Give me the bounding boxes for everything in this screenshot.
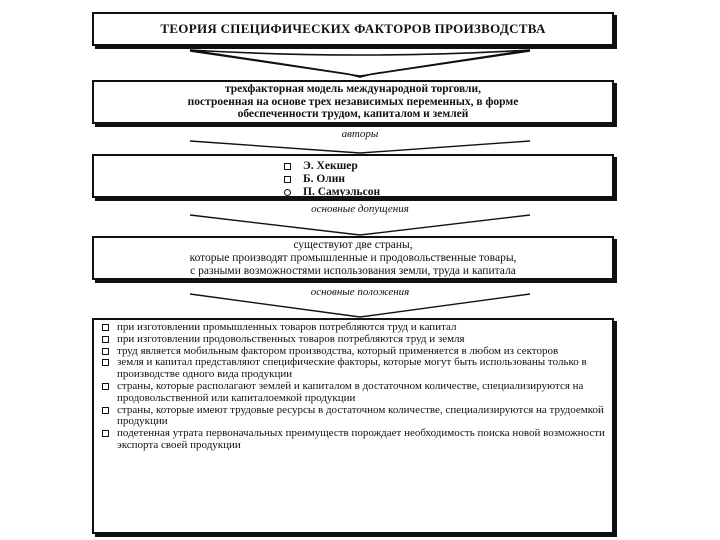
provisions-box [92, 318, 614, 534]
diagram-title: ТЕОРИЯ СПЕЦИФИЧЕСКИХ ФАКТОРОВ ПРОИЗВОДСТВА [160, 21, 546, 36]
list-item [102, 405, 606, 429]
model-line-3: обеспеченности трудом, капиталом и землей [237, 108, 469, 121]
square-bullet-icon [284, 163, 291, 170]
model-line-2: построенная на основе трех независимых переменных, в форме [187, 95, 519, 108]
provision-text: труд является мобильным фактором производства, который применяется в любом из секторов [117, 344, 559, 357]
provision-text: при изготовлении промышленных товаров потребляются труд и капитал [117, 321, 457, 333]
list-item [102, 428, 606, 452]
author-name: Б. Олин [303, 173, 346, 185]
label-provisions: основные положения [310, 286, 410, 298]
square-bullet-icon [102, 383, 109, 390]
square-bullet-icon [102, 324, 109, 331]
model-line-1: трехфакторная модель международной торговли, [224, 83, 482, 96]
list-item [102, 381, 606, 405]
square-bullet-icon [102, 407, 109, 414]
list-item [102, 334, 606, 346]
provision-text: при изготовлении продовольственных товаров потребляются труд и земля [117, 332, 465, 345]
square-bullet-icon [284, 176, 291, 183]
title-box [92, 12, 614, 46]
author-name: Э. Хекшер [303, 160, 358, 172]
square-bullet-icon [102, 336, 109, 343]
square-bullet-icon [102, 430, 109, 437]
square-bullet-icon [102, 348, 109, 355]
list-item [284, 160, 380, 173]
square-bullet-icon [102, 359, 109, 366]
arrow-title-to-model [0, 48, 720, 78]
arrow-authors-to-assumptions [0, 214, 720, 236]
provision-text: земля и капитал представляют специфические факторы, которые могут быть использованы только в производстве одного вида продукции [117, 356, 587, 381]
list-item [284, 173, 380, 186]
assumption-line-2: которые производят промышленные и продовольственные товары, [189, 251, 517, 264]
circle-bullet-icon [284, 189, 291, 196]
provision-text: страны, которые располагают землей и капиталом в достаточном количестве, специализируются на продовольственной или капиталоемкой продукции [117, 379, 584, 404]
list-item [102, 357, 606, 381]
provision-text: страны, которые имеют трудовые ресурсы в достаточном количестве, специализируются на трудоемкой продукции [117, 403, 604, 428]
arrow-model-to-authors [0, 140, 720, 154]
author-name: П. Самуэльсон [303, 186, 381, 198]
provisions-list [94, 320, 612, 452]
label-authors: авторы [341, 128, 379, 140]
authors-box [92, 154, 614, 198]
assumption-line-1: существуют две страны, [293, 238, 413, 251]
provision-text: подетенная утрата первоначальных преимуществ порождает необходимость поиска новой возможности экспорта своей продукции [117, 427, 605, 451]
model-box [92, 80, 614, 124]
authors-list [284, 158, 380, 199]
assumption-line-3: с разными возможностями использования земли, труда и капитала [190, 264, 516, 277]
assumptions-box [92, 236, 614, 280]
list-item [284, 186, 380, 199]
label-assumptions: основные допущения [311, 203, 409, 215]
